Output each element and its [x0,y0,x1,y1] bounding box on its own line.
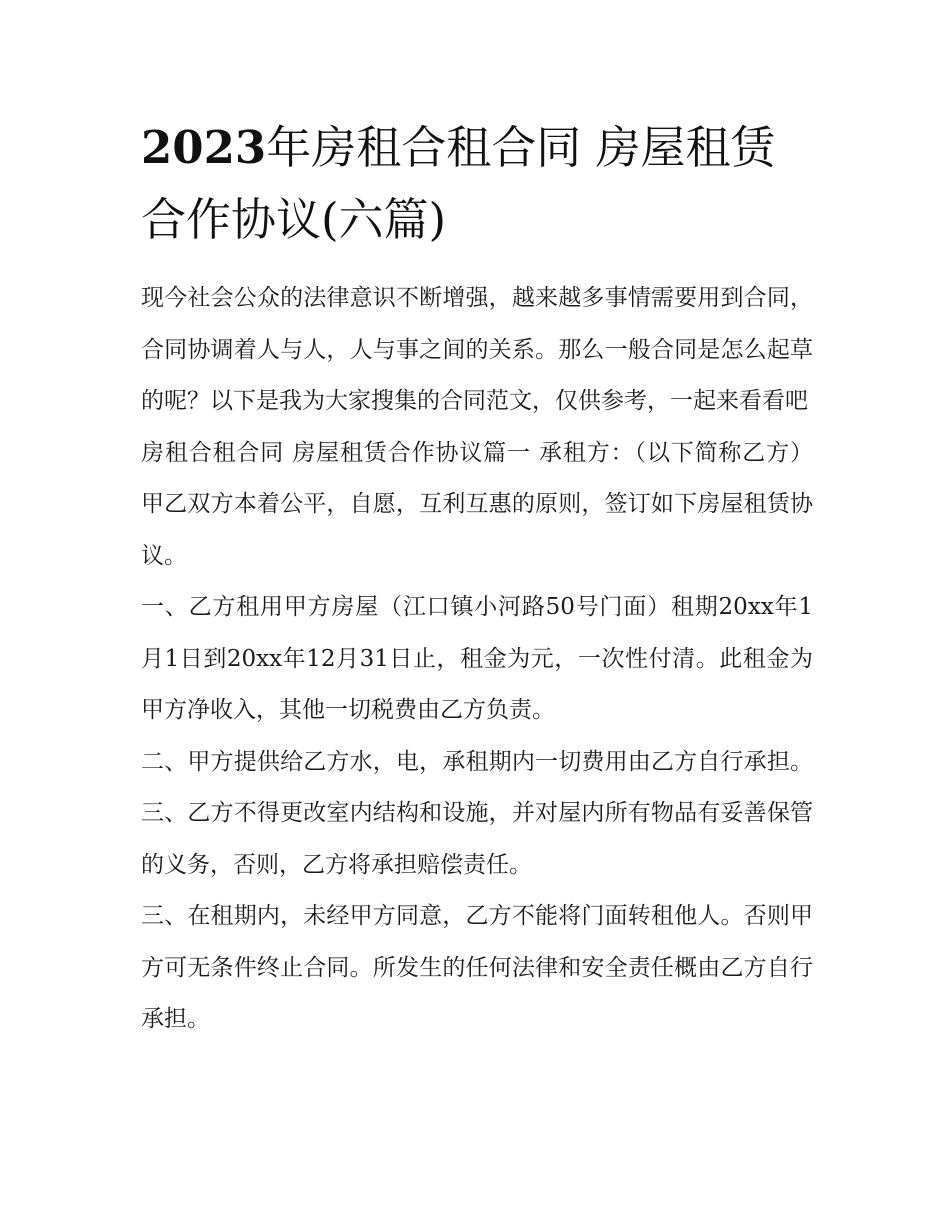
paragraph-clause-3: 三、在租期内，未经甲方同意，乙方不能将门面转租他人。否则甲方可无条件终止合同。所发生的任何法律和安全责任概由乙方自行承担。 [141,903,813,1032]
title-year: 2023 [141,121,267,174]
document-body [141,112,813,1046]
document-title [141,112,813,256]
paragraph-clause-1: 一、乙方租用甲方房屋（江口镇小河路50号门面）租期20xx年1月1日到20xx年12月31日止，租金为元，一次性付清。此租金为甲方净收入，其他一切税费由乙方负责。 [141,594,813,723]
title-text: 年房租合租合同 房屋租赁合作协议(六篇) [141,121,776,246]
paragraph-preamble: 房租合租合同 房屋租赁合作协议篇一 承租方：（以下简称乙方） 甲乙双方本着公平，自愿，互利互惠的原则，签订如下房屋租赁协议。 [141,439,813,569]
paragraph-intro: 现今社会公众的法律意识不断增强，越来越多事情需要用到合同，合同协调着人与人，人与事之间的关系。那么一般合同是怎么起草的呢？以下是我为大家搜集的合同范文，仅供参考，一起来看看吧 [141,285,813,414]
paragraph-clause-2: 二、甲方提供给乙方水，电，承租期内一切费用由乙方自行承担。 三、乙方不得更改室内结构和设施，并对屋内所有物品有妥善保管的义务，否则，乙方将承担赔偿责任。 [141,748,813,878]
